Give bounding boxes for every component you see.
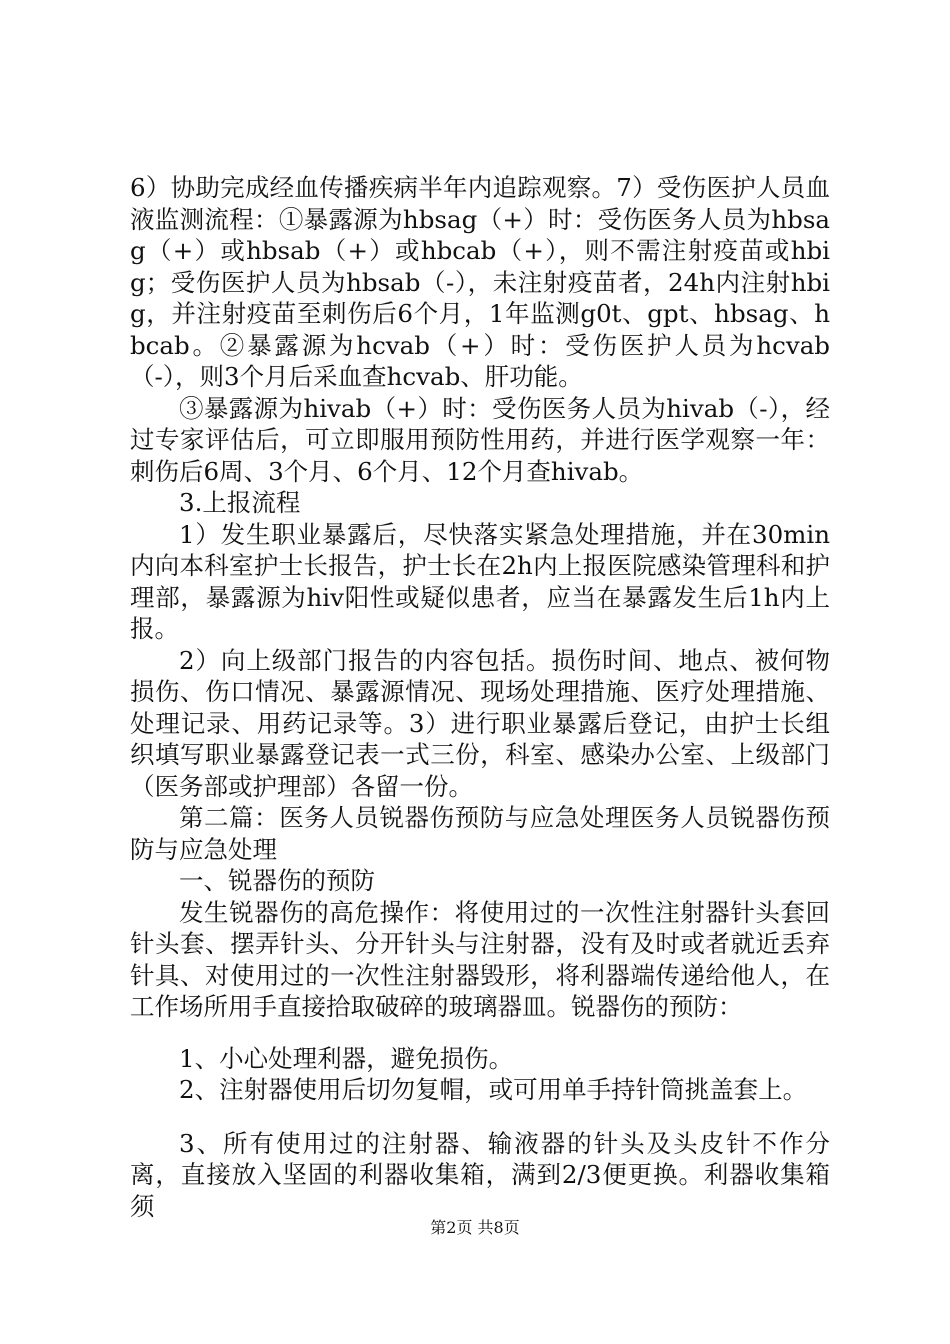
heading-sharps-prevention: 一、锐器伤的预防 — [179, 866, 375, 895]
heading-reporting-procedure: 3.上报流程 — [179, 488, 301, 517]
paragraph-exposure-monitoring: 6）协助完成经血传播疾病半年内追踪观察。7）受伤医护人员血液监测流程：①暴露源为hbsag（+）时：受伤医务人员为hbsag（+）或hbsab（+）或hbcab（+），则不需注射疫苗或hbig；受伤医护人员为hbsab（-），未注射疫苗者，24h内注射hbig，并注射疫苗至刺伤后6个月，1年监测g0t、gpt、hbsag、hbcab。②暴露源为hcvab（+）时：受伤医护人员为hcvab（-），则3个月后采血查hcvab、肝功能。 — [130, 173, 830, 391]
page-number-footer: 第2页 共8页 — [430, 1218, 520, 1237]
paragraph-report-step-1: 1）发生职业暴露后，尽快落实紧急处理措施，并在30min内向本科室护士长报告，护士长在2h内上报医院感染管理科和护理部，暴露源为hiv阳性或疑似患者，应当在暴露发生后1h内上报。 — [130, 519, 830, 643]
list-item-2: 2、注射器使用后切勿复帽，或可用单手持针筒挑盖套上。 — [179, 1075, 808, 1104]
spacer — [130, 1023, 830, 1043]
document-body — [130, 172, 830, 1222]
paragraph-hiv-exposure: ③暴露源为hivab（+）时：受伤医务人员为hivab（-），经过专家评估后，可立即服用预防性用药，并进行医学观察一年：刺伤后6周、3个月、6个月、12个月查hivab。 — [130, 393, 830, 486]
paragraph-high-risk-operations: 发生锐器伤的高危操作：将使用过的一次性注射器针头套回针头套、摆弄针头、分开针头与注射器，没有及时或者就近丢弃针具、对使用过的一次性注射器毁形，将利器端传递给他人，在工作场所用手直接拾取破碎的玻璃器皿。锐器伤的预防： — [130, 897, 830, 1021]
heading-part-two: 第二篇：医务人员锐器伤预防与应急处理医务人员锐器伤预防与应急处理 — [130, 803, 830, 864]
list-item-3: 3、所有使用过的注射器、输液器的针头及头皮针不作分离，直接放入坚固的利器收集箱，满到2/3便更换。利器收集箱须 — [130, 1128, 830, 1221]
list-item-1: 1、小心处理利器，避免损伤。 — [179, 1043, 514, 1073]
spacer — [130, 1106, 830, 1128]
paragraph-report-step-2: 2）向上级部门报告的内容包括。损伤时间、地点、被何物损伤、伤口情况、暴露源情况、现场处理措施、医疗处理措施、处理记录、用药记录等。3）进行职业暴露后登记，由护士长组织填写职业暴露登记表一式三份，科室、感染办公室、上级部门（医务部或护理部）各留一份。 — [130, 645, 830, 801]
